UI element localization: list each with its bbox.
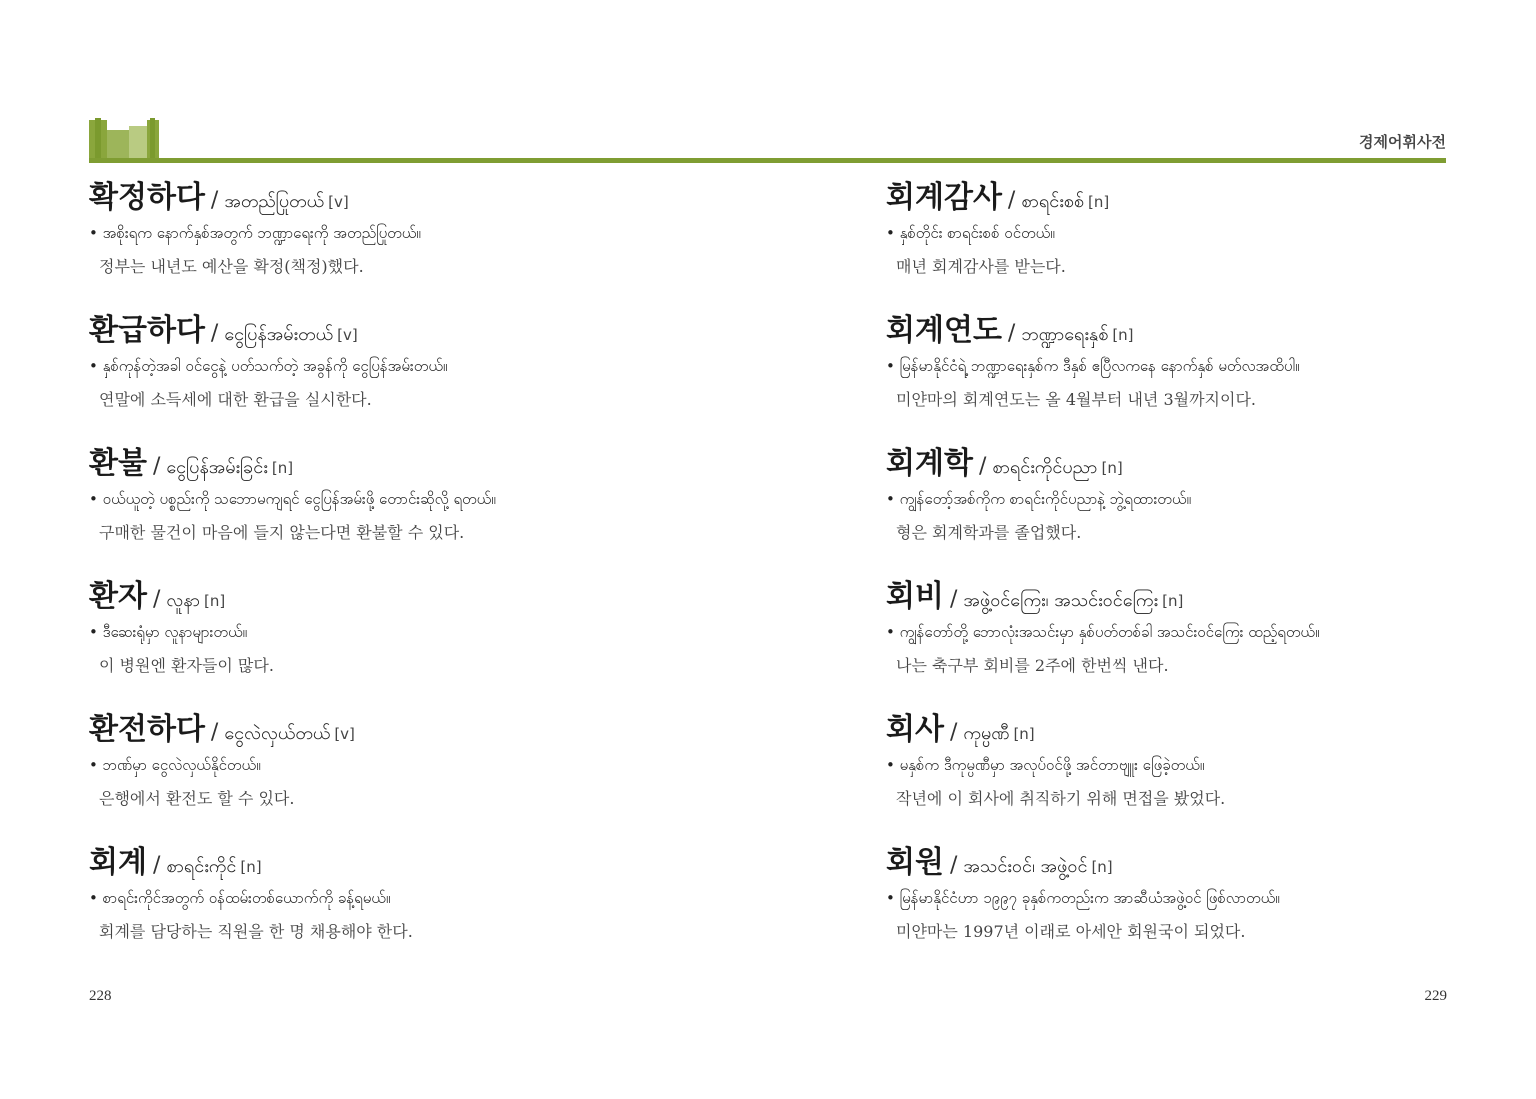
entry-heading [89, 704, 355, 748]
logo-bar [150, 118, 155, 160]
example-myanmar: • နှစ်ကုန်တဲ့အခါ ဝင်ငွေနဲ့ ပတ်သက်တဲ့ အခွန်ကို ငွေပြန်အမ်းတယ်။ [89, 357, 448, 375]
dictionary-entry [886, 172, 1526, 305]
dictionary-entry [89, 172, 729, 305]
header-title: 경제어휘사전 [1359, 133, 1446, 151]
dictionary-entry [886, 305, 1526, 438]
entry-heading [886, 704, 1035, 748]
headword: 환불 [89, 446, 147, 481]
part-of-speech: [n] [240, 858, 262, 876]
example-korean: 매년 회계감사를 받는다. [896, 257, 1066, 276]
example-myanmar: • ကျွန်တော်တို့ ဘောလုံးအသင်းမှာ နှစ်ပတ်တစ်ခါ အသင်းဝင်ကြေး ထည့်ရတယ်။ [886, 623, 1320, 641]
headword: 회계 [89, 845, 147, 880]
translation: ဘဏ္ဍာရေးနှစ် [1021, 324, 1109, 345]
dictionary-entry [886, 438, 1526, 571]
dictionary-entry [886, 704, 1526, 837]
example-korean: 정부는 내년도 예산을 확정(책정)했다. [99, 257, 364, 276]
dictionary-entry [886, 571, 1526, 704]
dictionary-entry [89, 571, 729, 704]
example-korean: 나는 축구부 회비를 2주에 한번씩 낸다. [896, 656, 1169, 675]
separator: / [978, 454, 987, 479]
headword: 회계연도 [886, 313, 1002, 348]
part-of-speech: [n] [1013, 725, 1035, 743]
example-myanmar: • အစိုးရက နောက်နှစ်အတွက် ဘဏ္ဍာရေးကို အတည်ပြုတယ်။ [89, 224, 421, 242]
dictionary-entry [89, 438, 729, 571]
example-korean: 은행에서 환전도 할 수 있다. [99, 789, 295, 808]
headword: 회원 [886, 845, 944, 880]
translation: စာရင်းကိုင်ပညာ [992, 457, 1098, 478]
translation: အတည်ပြုတယ် [224, 191, 325, 212]
separator: / [949, 587, 958, 612]
entry-heading [89, 305, 358, 349]
part-of-speech: [n] [1088, 193, 1110, 211]
separator: / [949, 853, 958, 878]
separator: / [152, 853, 161, 878]
headword: 확정하다 [89, 180, 205, 215]
entry-heading [89, 837, 262, 881]
part-of-speech: [n] [1162, 592, 1184, 610]
dictionary-entry [89, 704, 729, 837]
part-of-speech: [n] [1091, 858, 1113, 876]
part-of-speech: [n] [271, 459, 294, 477]
headword: 회계감사 [886, 180, 1002, 215]
translation: အဖွဲ့ဝင်ကြေး၊ အသင်းဝင်ကြေး [963, 590, 1159, 611]
example-myanmar: • မြန်မာနိုင်ငံရဲ့ ဘဏ္ဍာရေးနှစ်က ဒီနှစ် ဧပြီလကနေ နောက်နှစ် မတ်လအထိပါ။ [886, 357, 1300, 375]
entry-heading [886, 305, 1134, 349]
separator: / [1007, 321, 1016, 346]
translation: လူနာ [166, 590, 200, 611]
book-logo [89, 118, 159, 160]
entry-heading [89, 172, 349, 216]
example-myanmar: • ဒီဆေးရုံမှာ လူနာများတယ်။ [89, 623, 248, 641]
example-myanmar: • ဝယ်ယူတဲ့ ပစ္စည်းကို သဘောမကျရင် ငွေပြန်အမ်းဖို့ တောင်းဆိုလို့ ရတယ်။ [89, 490, 496, 508]
headword: 환급하다 [89, 313, 205, 348]
translation: ငွေပြန်အမ်းတယ် [224, 324, 334, 345]
example-myanmar: • နှစ်တိုင်း စာရင်းစစ် ဝင်တယ်။ [886, 224, 1055, 242]
separator: / [210, 720, 219, 745]
part-of-speech: [v] [328, 193, 349, 211]
entry-heading [89, 438, 293, 482]
example-myanmar: • မနှစ်က ဒီကုမ္ပဏီမှာ အလုပ်ဝင်ဖို့ အင်တာဗျူး ဖြေခဲ့တယ်။ [886, 756, 1205, 774]
example-korean: 작년에 이 회사에 취직하기 위해 면접을 봤었다. [896, 789, 1226, 808]
entry-heading [886, 438, 1123, 482]
entry-heading [886, 172, 1109, 216]
translation: ကုမ္ပဏီ [963, 723, 1010, 744]
translation: ငွေပြန်အမ်းခြင်း [166, 457, 268, 478]
translation: စာရင်းစစ် [1021, 191, 1085, 212]
left-page-entries [89, 172, 729, 970]
part-of-speech: [n] [1101, 459, 1123, 477]
part-of-speech: [n] [1112, 326, 1134, 344]
header-rule [89, 158, 1446, 163]
example-korean: 구매한 물건이 마음에 들지 않는다면 환불할 수 있다. [99, 523, 465, 542]
example-korean: 연말에 소득세에 대한 환급을 실시한다. [99, 390, 372, 409]
entry-heading [886, 571, 1183, 615]
example-korean: 회계를 담당하는 직원을 한 명 채용해야 한다. [99, 922, 413, 941]
example-myanmar: • စာရင်းကိုင်အတွက် ဝန်ထမ်းတစ်ယောက်ကို ခန့်ရမယ်။ [89, 889, 391, 907]
part-of-speech: [v] [334, 725, 355, 743]
translation: ငွေလဲလှယ်တယ် [224, 723, 331, 744]
example-korean: 미얀마의 회계연도는 올 4월부터 내년 3월까지이다. [896, 390, 1256, 409]
example-myanmar: • မြန်မာနိုင်ငံဟာ ၁၉၉၇ ခုနှစ်ကတည်းက အာဆီယံအဖွဲ့ဝင် ဖြစ်လာတယ်။ [886, 889, 1280, 907]
dictionary-entry [886, 837, 1526, 970]
part-of-speech: [v] [337, 326, 358, 344]
example-korean: 이 병원엔 환자들이 많다. [99, 656, 274, 675]
logo-bar [95, 118, 101, 160]
headword: 환전하다 [89, 712, 205, 747]
headword: 회비 [886, 579, 944, 614]
example-myanmar: • ဘဏ်မှာ ငွေလဲလှယ်နိုင်တယ်။ [89, 756, 261, 774]
separator: / [210, 321, 219, 346]
translation: စာရင်းကိုင် [166, 856, 237, 877]
page-number-right: 229 [1424, 988, 1447, 1004]
logo-bar [107, 130, 129, 160]
separator: / [949, 720, 958, 745]
headword: 회계학 [886, 446, 973, 481]
page-number-left: 228 [89, 988, 112, 1004]
entry-heading [89, 571, 225, 615]
example-korean: 형은 회계학과를 졸업했다. [896, 523, 1082, 542]
right-page-entries [886, 172, 1526, 970]
separator: / [152, 587, 161, 612]
headword: 회사 [886, 712, 944, 747]
example-myanmar: • ကျွန်တော့်အစ်ကိုက စာရင်းကိုင်ပညာနဲ့ ဘွဲ့ရထားတယ်။ [886, 490, 1192, 508]
headword: 환자 [89, 579, 147, 614]
dictionary-entry [89, 837, 729, 970]
separator: / [210, 188, 219, 213]
dictionary-entry [89, 305, 729, 438]
separator: / [152, 454, 161, 479]
translation: အသင်းဝင်၊ အဖွဲ့ဝင် [963, 856, 1088, 877]
logo-bar [129, 126, 149, 160]
part-of-speech: [n] [203, 592, 226, 610]
separator: / [1007, 188, 1016, 213]
entry-heading [886, 837, 1113, 881]
example-korean: 미얀마는 1997년 이래로 아세안 회원국이 되었다. [896, 922, 1246, 941]
